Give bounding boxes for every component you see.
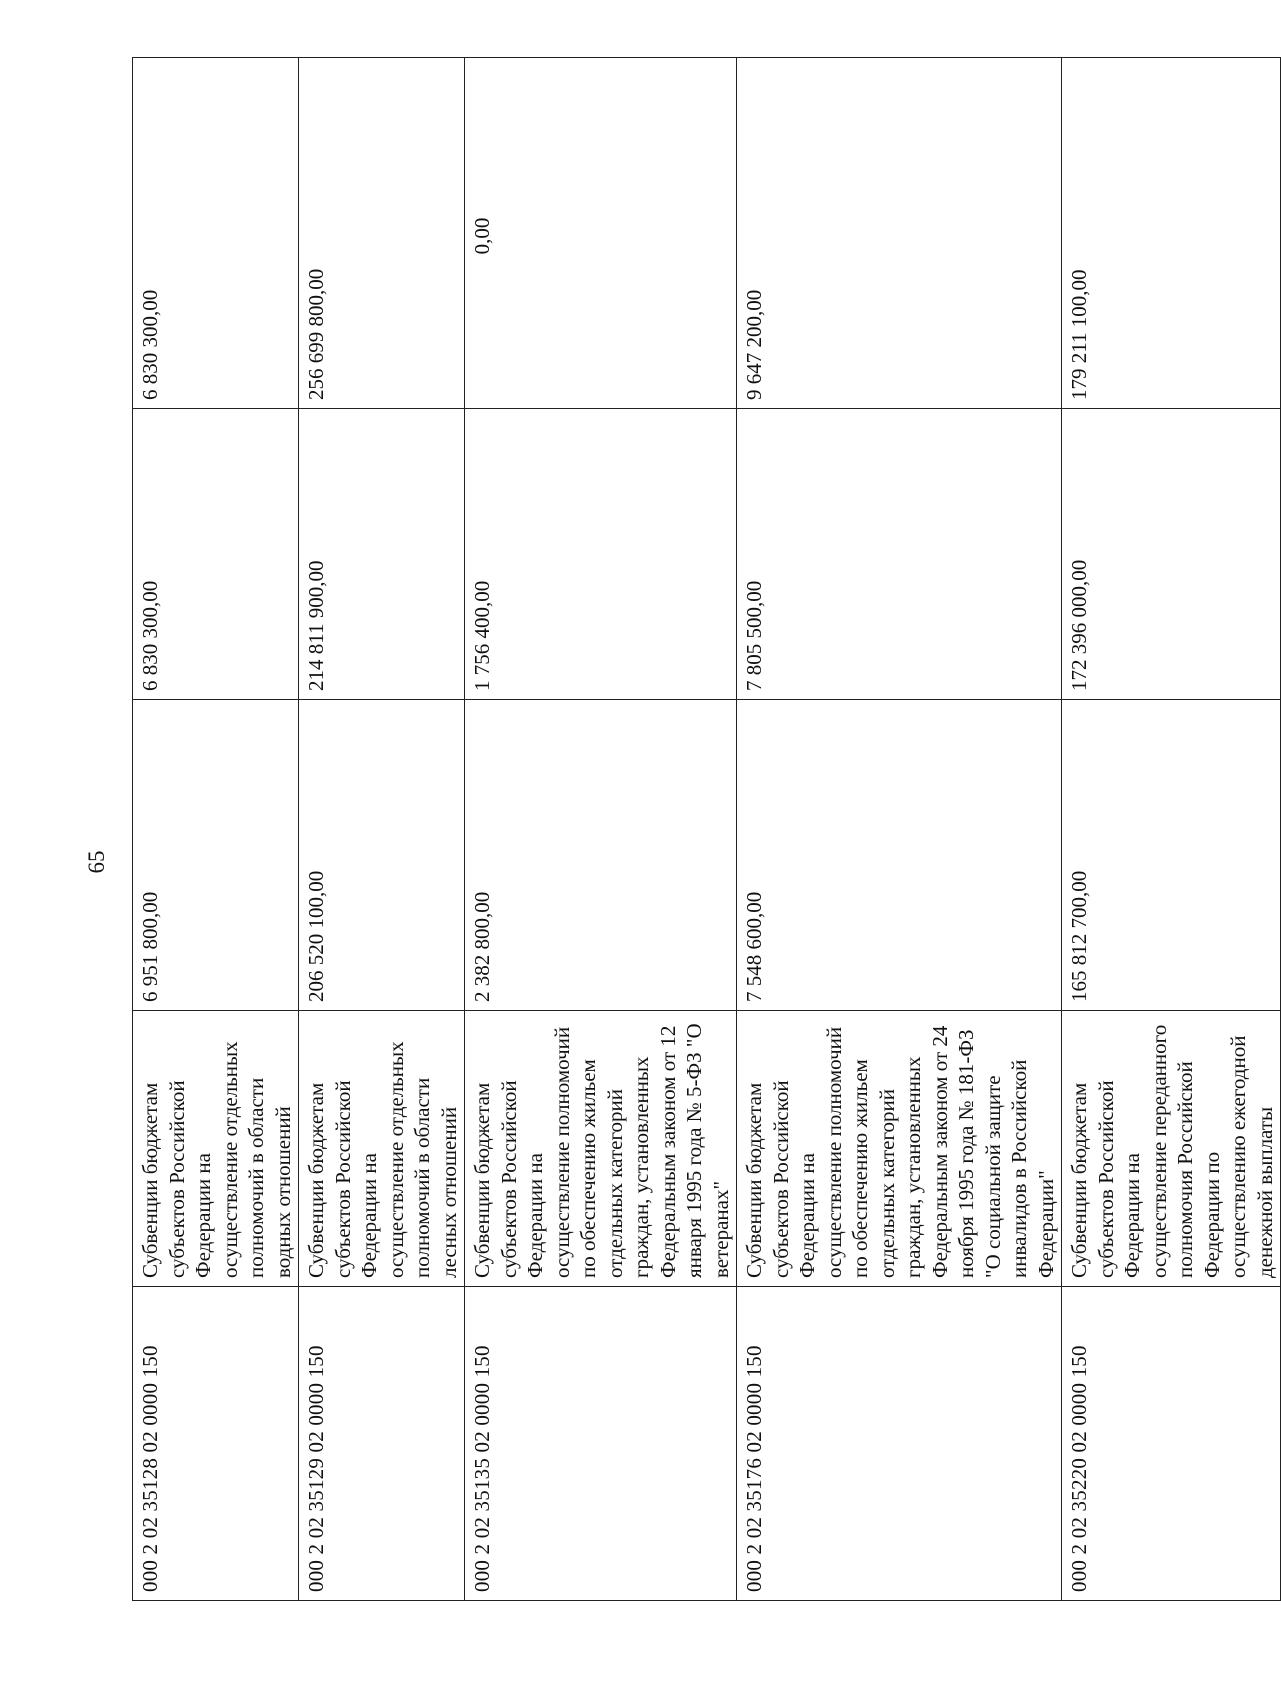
value-1-cell: 6 951 800,00 <box>133 700 299 1011</box>
value-2-cell: 7 805 500,00 <box>737 409 1062 700</box>
page-number: 65 <box>83 850 109 874</box>
value-3-cell: 9 647 200,00 <box>737 58 1062 409</box>
value-3-cell: 256 699 800,00 <box>299 58 465 409</box>
value-3-cell: 6 830 300,00 <box>133 58 299 409</box>
value-2-cell: 172 396 000,00 <box>1062 409 1281 700</box>
value-1-cell: 7 548 600,00 <box>737 700 1062 1011</box>
budget-code-cell: 000 2 02 35129 02 0000 150 <box>299 1287 465 1601</box>
table-row <box>1062 58 1281 1601</box>
budget-code-cell: 000 2 02 35128 02 0000 150 <box>133 1287 299 1601</box>
value-1-cell: 206 520 100,00 <box>299 700 465 1011</box>
budget-table <box>132 57 1281 1601</box>
value-1-cell: 2 382 800,00 <box>465 700 737 1011</box>
budget-code-cell: 000 2 02 35176 02 0000 150 <box>737 1287 1062 1601</box>
budget-table-rotated <box>132 58 1277 1601</box>
description-cell: Субвенции бюджетам субъектов Российской Федерации на осуществление отдельных полномочий в области лесных отношений <box>299 1011 465 1287</box>
description-cell: Субвенции бюджетам субъектов Российской Федерации на осуществление отдельных полномочий в области водных отношений <box>133 1011 299 1287</box>
value-1-cell: 165 812 700,00 <box>1062 700 1281 1011</box>
value-2-cell: 1 756 400,00 <box>465 409 737 700</box>
description-cell: Субвенции бюджетам субъектов Российской Федерации на осуществление переданного полномочия Российской Федерации по осуществлению ежегодной денежной выплаты <box>1062 1011 1281 1287</box>
table-row <box>299 58 465 1601</box>
budget-code-cell: 000 2 02 35220 02 0000 150 <box>1062 1287 1281 1601</box>
budget-code-cell: 000 2 02 35135 02 0000 150 <box>465 1287 737 1601</box>
table-row <box>737 58 1062 1601</box>
table-row <box>133 58 299 1601</box>
value-3-cell: 0,00 <box>465 58 737 409</box>
value-2-cell: 6 830 300,00 <box>133 409 299 700</box>
description-cell: Субвенции бюджетам субъектов Российской Федерации на осуществление полномочий по обеспечению жильем отдельных категорий граждан, установленных Федеральным законом от 12 января 1995 года № 5-ФЗ "О ветеранах" <box>465 1011 737 1287</box>
description-cell: Субвенции бюджетам субъектов Российской Федерации на осуществление полномочий по обеспечению жильем отдельных категорий граждан, установленных Федеральным законом от 24 ноября 1995 года № 181-ФЗ "О социальной защите инвалидов в Российской Федерации" <box>737 1011 1062 1287</box>
table-row <box>465 58 737 1601</box>
value-2-cell: 214 811 900,00 <box>299 409 465 700</box>
budget-table-frame <box>132 58 1277 1601</box>
value-3-cell: 179 211 100,00 <box>1062 58 1281 409</box>
